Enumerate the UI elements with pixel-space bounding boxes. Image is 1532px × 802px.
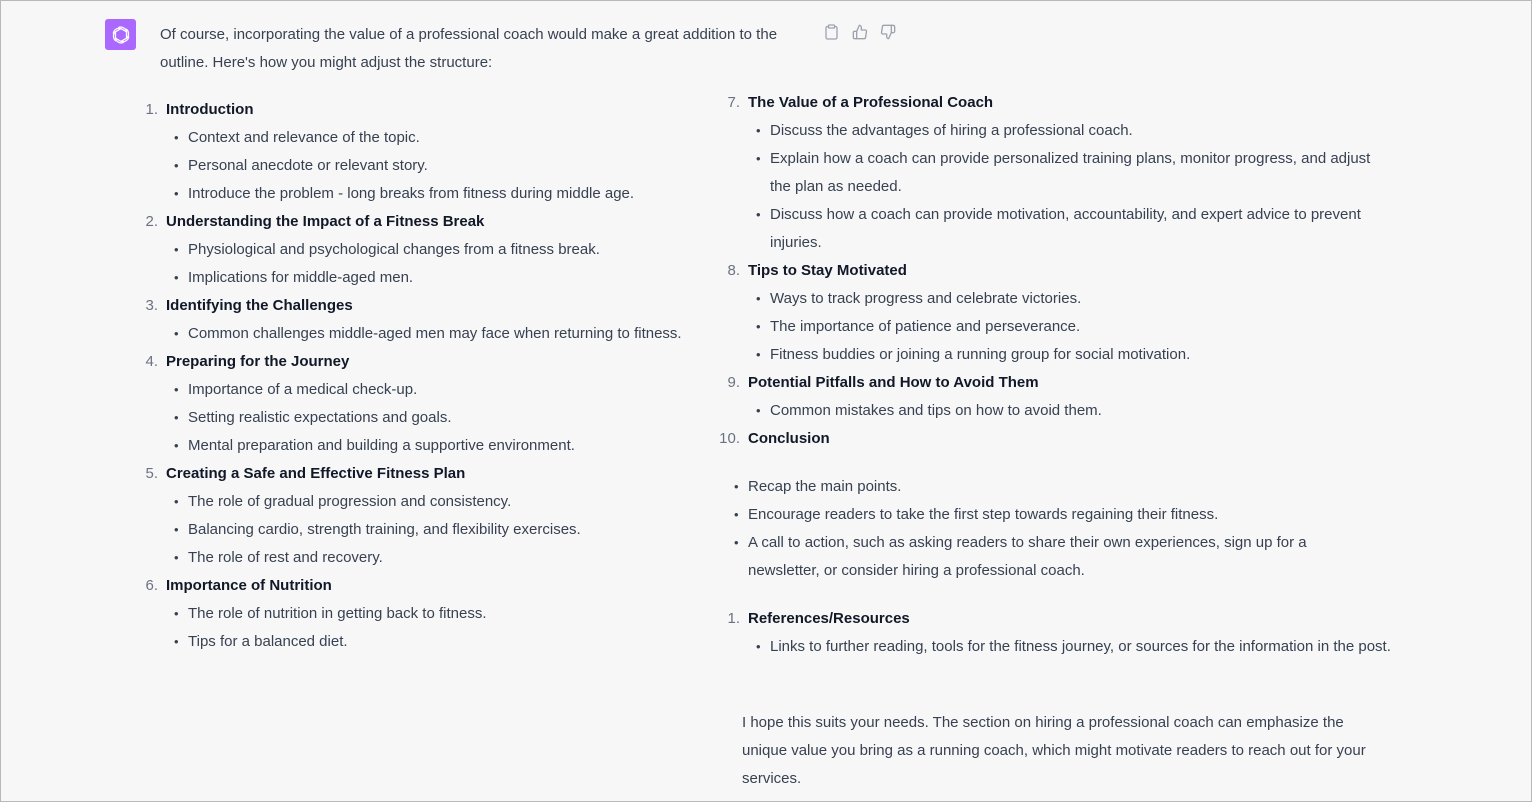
dislike-button[interactable] — [879, 23, 896, 40]
list-item: • Recap the main points. — [1, 473, 1421, 501]
point-text: Ways to track progress and celebrate victories. — [770, 290, 1082, 307]
list-item: • Introduce the problem - long breaks from fitness during middle age. — [1, 180, 721, 208]
item-number: 10. — [719, 430, 740, 447]
item-title: Tips to Stay Motivated — [748, 262, 907, 279]
point-text: Encourage readers to take the first step towards regaining their fitness. — [748, 506, 1219, 523]
list-item: • Personal anecdote or relevant story. — [1, 152, 721, 180]
clipboard-icon — [824, 24, 839, 40]
point-text: Explain how a coach can provide personalized training plans, monitor progress, and adjust the plan as needed. — [770, 150, 1371, 195]
list-item: • Common mistakes and tips on how to avoid them. — [1, 397, 1421, 425]
point-text: A call to action, such as asking readers to share their own experiences, sign up for a newsletter, or consider hiring a professional coach. — [748, 534, 1307, 579]
point-text: Discuss how a coach can provide motivation, accountability, and expert advice to prevent injuries. — [770, 206, 1361, 251]
point-text: The role of rest and recovery. — [188, 549, 383, 566]
conclusion-points — [1, 473, 1421, 585]
item-number: 8. — [727, 262, 740, 279]
openai-logo-icon — [110, 24, 132, 46]
item-number: 7. — [727, 94, 740, 111]
list-item: • Discuss how a coach can provide motivation, accountability, and expert advice to prevent injuries. — [1, 201, 1421, 257]
intro-text: Of course, incorporating the value of a professional coach would make a great addition to the outline. Here's how you might adjust the structure: — [160, 26, 778, 71]
point-text: Implications for middle-aged men. — [188, 269, 414, 286]
list-item: • Physiological and psychological changes from a fitness break. — [1, 236, 721, 264]
point-text: Introduce the problem - long breaks from fitness during middle age. — [188, 185, 635, 202]
point-text: Importance of a medical check-up. — [188, 381, 418, 398]
item-title: Introduction — [166, 101, 254, 118]
copy-button[interactable] — [823, 23, 840, 40]
item-title: Creating a Safe and Effective Fitness Plan — [166, 465, 466, 482]
point-text: Common challenges middle-aged men may face when returning to fitness. — [188, 325, 682, 342]
list-item: • A call to action, such as asking readers to share their own experiences, sign up for a newsletter, or consider hiring a professional coach. — [1, 529, 1421, 585]
item-number: 3. — [145, 297, 158, 314]
item-number: 4. — [145, 353, 158, 370]
outline-item — [1, 605, 1421, 633]
list-item: • Mental preparation and building a supportive environment. — [1, 432, 721, 460]
point-text: Balancing cardio, strength training, and flexibility exercises. — [188, 521, 581, 538]
item-number: 1. — [145, 101, 158, 118]
point-text: Setting realistic expectations and goals. — [188, 409, 452, 426]
item-title: References/Resources — [748, 610, 910, 627]
thumbs-down-icon — [880, 24, 896, 40]
list-item: • Encourage readers to take the first step towards regaining their fitness. — [1, 501, 1421, 529]
thumbs-up-icon — [852, 24, 868, 40]
point-text: The role of gradual progression and consistency. — [188, 493, 512, 510]
point-text: Common mistakes and tips on how to avoid them. — [770, 402, 1102, 419]
point-text: Discuss the advantages of hiring a professional coach. — [770, 122, 1133, 139]
point-text: Tips for a balanced diet. — [188, 633, 348, 650]
assistant-avatar — [105, 19, 136, 50]
list-item: • Links to further reading, tools for the fitness journey, or sources for the information in the post. — [1, 633, 1421, 689]
outline-item — [1, 89, 1421, 117]
outline-right-column — [1, 89, 1421, 453]
point-text: Context and relevance of the topic. — [188, 129, 420, 146]
point-text: The role of nutrition in getting back to fitness. — [188, 605, 487, 622]
outline-item — [1, 425, 1421, 453]
item-number: 6. — [145, 577, 158, 594]
list-item: • The role of gradual progression and consistency. — [1, 488, 721, 516]
list-item: • The role of rest and recovery. — [1, 544, 721, 572]
point-text: Recap the main points. — [748, 478, 902, 495]
point-text: Fitness buddies or joining a running group for social motivation. — [770, 346, 1191, 363]
item-title: Potential Pitfalls and How to Avoid Them — [748, 374, 1039, 391]
list-item: • Context and relevance of the topic. — [1, 124, 721, 152]
item-number: 5. — [145, 465, 158, 482]
list-item: • Discuss the advantages of hiring a professional coach. — [1, 117, 1421, 145]
list-item: • Explain how a coach can provide personalized training plans, monitor progress, and adjust the plan as needed. — [1, 145, 1421, 201]
list-item: • The role of nutrition in getting back to fitness. — [1, 600, 721, 628]
outline-item — [1, 369, 1421, 397]
message-actions — [823, 23, 896, 40]
references-section — [1, 605, 1421, 689]
list-item: • The importance of patience and perseverance. — [1, 313, 1421, 341]
item-title: Importance of Nutrition — [166, 577, 332, 594]
item-title: Conclusion — [748, 430, 830, 447]
point-text: Physiological and psychological changes from a fitness break. — [188, 241, 600, 258]
list-item: • Fitness buddies or joining a running group for social motivation. — [1, 341, 1421, 369]
like-button[interactable] — [851, 23, 868, 40]
point-text: The importance of patience and perseverance. — [770, 318, 1081, 335]
list-item: • Implications for middle-aged men. — [1, 264, 721, 292]
item-title: Understanding the Impact of a Fitness Break — [166, 213, 485, 230]
list-item: • Common challenges middle-aged men may face when returning to fitness. — [1, 320, 721, 348]
point-text: Personal anecdote or relevant story. — [188, 157, 428, 174]
list-item: • Tips for a balanced diet. — [1, 628, 721, 656]
item-number: 2. — [145, 213, 158, 230]
list-item: • Setting realistic expectations and goals. — [1, 404, 721, 432]
item-title: Identifying the Challenges — [166, 297, 353, 314]
item-title: The Value of a Professional Coach — [748, 94, 994, 111]
list-item: • Importance of a medical check-up. — [1, 376, 721, 404]
outline-item — [1, 257, 1421, 285]
item-number: 9. — [727, 374, 740, 391]
item-number: 1. — [727, 610, 740, 627]
point-text: Links to further reading, tools for the fitness journey, or sources for the information in the post. — [770, 638, 1391, 655]
item-title: Preparing for the Journey — [166, 353, 350, 370]
closing-text: I hope this suits your needs. The section on hiring a professional coach can emphasize the unique value you bring as a running coach, which might motivate readers to reach out for your services. — [742, 714, 1366, 787]
point-text: Mental preparation and building a supportive environment. — [188, 437, 575, 454]
list-item: • Ways to track progress and celebrate victories. — [1, 285, 1421, 313]
list-item: • Balancing cardio, strength training, and flexibility exercises. — [1, 516, 721, 544]
